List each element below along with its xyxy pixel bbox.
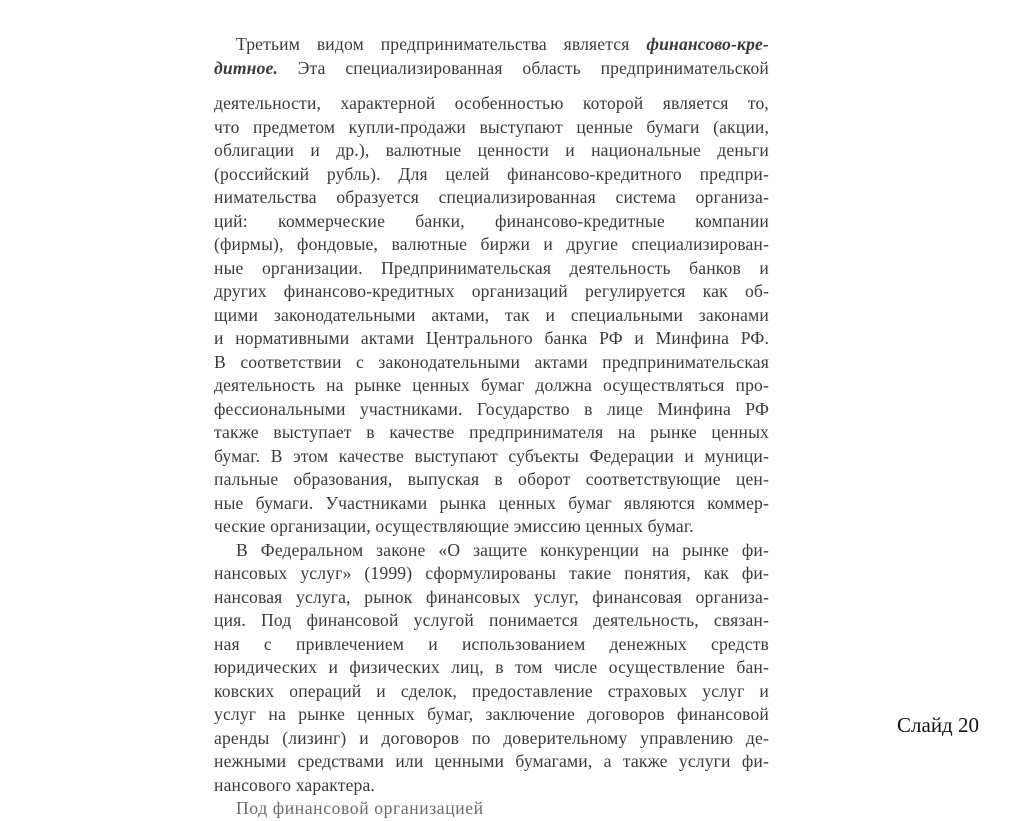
text-run: ная с привлечением и использованием денежных средств [214,633,769,654]
text-run: также выступает в качестве предпринимателя на рынке ценных [214,422,769,442]
text-line [214,304,769,328]
text-run: юридических и физических лиц, в том числе осуществление бан- [214,657,769,677]
text-line [214,374,769,398]
text-run: (российский рубль). Для целей финансово-кредитного предпри- [214,163,769,184]
text-line [214,33,769,57]
emphasized-term: финансово-кре- [646,34,769,54]
text-line [214,562,769,586]
text-run: ные организации. Предпринимательская деятельность банков и [214,257,769,278]
text-run: ные бумаги. Участниками рынка ценных бумаг являются коммер- [214,492,769,513]
text-line [214,210,769,234]
text-run: других финансово-кредитных организаций регулируется как об- [214,281,769,301]
text-line [214,398,769,422]
text-line [214,797,769,818]
text-run: услуг на рынке ценных бумаг, заключение договоров финансовой [214,704,769,724]
text-line [214,468,769,492]
text-line [214,774,769,798]
text-run: ция. Под финансовой услугой понимается деятельность, связан- [214,610,769,630]
text-run: щими законодательными актами, так и специальными законами [214,304,769,325]
text-run: нимательства образуется специализированная система организа- [214,187,769,207]
text-line [214,445,769,469]
text-run: ковских операций и сделок, предоставление страховых услуг и [214,680,769,701]
text-run: нансовых услуг» (1999) сформулированы такие понятия, как фи- [214,563,769,583]
text-run: фессиональными участниками. Государство в лице Минфина РФ [214,398,769,419]
text-line [214,609,769,633]
text-run: пальные образования, выпуская в оборот соответствующие цен- [214,469,769,489]
text-line [214,186,769,210]
text-run: (фирмы), фондовые, валютные биржи и другие специализирован- [214,234,769,254]
text-run: и нормативными актами Центрального банка РФ и Минфина РФ. [214,328,769,348]
text-line [214,257,769,281]
text-run: нансовая услуга, рынок финансовых услуг, финансовая организа- [214,586,769,607]
text-line [214,327,769,351]
text-line [214,703,769,727]
text-line [214,492,769,516]
text-line [214,680,769,704]
text-run: Под финансовой организацией [236,798,484,818]
text-run: нансового характера. [214,774,375,795]
text-line [214,421,769,445]
text-line [214,351,769,375]
text-run: В соответствии с законодательными актами предпринимательская [214,351,769,372]
scanned-page-text [214,33,769,818]
text-line [214,233,769,257]
text-run: бумаг. В этом качестве выступают субъекты Федерации и муници- [214,445,769,466]
text-line [214,92,769,116]
text-run: деятельности, характерной особенностью которой является то, [214,93,769,113]
text-line [214,116,769,140]
text-line [214,280,769,304]
text-line [214,139,769,163]
text-run: Эта специализированная область предпринимательской [278,57,769,78]
text-line [214,163,769,187]
text-run: Третьим видом предпринимательства является [236,34,647,54]
slide-number: Слайд 20 [897,713,979,737]
text-line [214,656,769,680]
text-line [214,750,769,774]
emphasized-term: дитное. [214,57,279,78]
text-line [214,586,769,610]
text-run: аренды (лизинг) и договоров по доверительному управлению де- [214,727,769,748]
text-run: облигации и др.), валютные ценности и национальные деньги [214,140,769,160]
text-run: ческие организации, осуществляющие эмиссию ценных бумаг. [214,516,694,536]
text-line [214,727,769,751]
text-run: В Федеральном законе «О защите конкуренции на рынке фи- [236,539,769,560]
text-run: ций: коммерческие банки, финансово-кредитные компании [214,210,769,231]
text-run: что предметом купли-продажи выступают ценные бумаги (акции, [214,116,769,137]
text-line [214,57,769,81]
text-line [214,539,769,563]
text-line [214,515,769,539]
text-run: нежными средствами или ценными бумагами, а также услуги фи- [214,751,769,771]
text-run: деятельность на рынке ценных бумаг должна осуществляться про- [214,375,769,395]
text-line [214,633,769,657]
